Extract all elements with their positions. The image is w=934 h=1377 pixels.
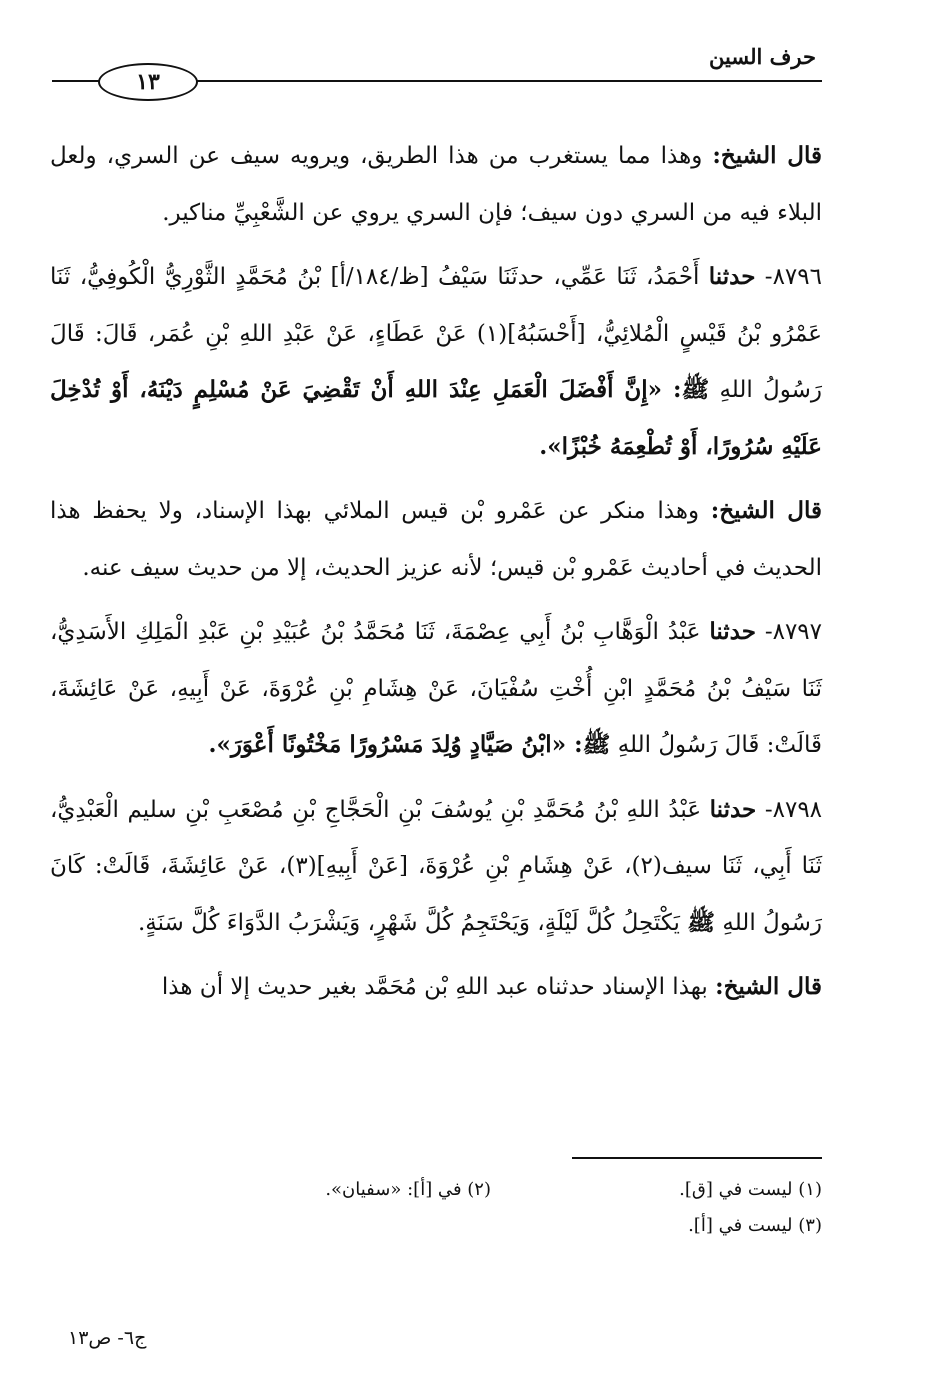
hadith-quote: : «إِنَّ أَفْضَلَ الْعَمَلِ عِنْدَ اللهِ أَنْ تَقْضِيَ عَنْ مُسْلِمٍ دَيْنَهُ، أَوْ تُدْخِلَ عَلَيْهِ سُرُورًا، أَوْ تُطْعِمَهُ خُبْزًا». bbox=[50, 376, 822, 460]
hadith-number: ٨٧٩٦- bbox=[764, 264, 822, 290]
hadith-8798 bbox=[50, 782, 822, 952]
hadith-chain: أَحْمَدُ، ثَنَا عَمِّي، حدثَنَا سَيْفُ [ظ/١٨٤/أ] بْنُ مُحَمَّدٍ الثَّوْرِيُّ الْكُوفِيُّ، ثَنَا عَمْرُو بْنُ قَيْسٍ الْمُلائِيُّ، [أَحْسَبُهُ](١) عَنْ عَطَاءٍ، عَنْ عَبْدِ اللهِ بْنِ عُمَر، قَالَ: قَالَ رَسُولُ اللهِ bbox=[50, 264, 822, 403]
volume-page-code: ج٦- ص١٣ bbox=[68, 1327, 147, 1349]
page-number: ١٣ bbox=[98, 63, 198, 101]
paragraph-lead: قال الشيخ: bbox=[712, 142, 822, 169]
footnotes bbox=[160, 1172, 822, 1244]
hadith-lead: حدثنا bbox=[709, 618, 756, 645]
paragraph-text: وهذا منكر عن عَمْرو بْن قيس الملائي بهذا الإسناد، ولا يحفظ هذا الحديث في أحاديث عَمْرو بْن قيس؛ لأنه عزيز الحديث، إلا من حديث سيف عنه. bbox=[50, 498, 822, 581]
paragraph-comment-3 bbox=[50, 959, 822, 1016]
salutation-glyph: ﷺ bbox=[687, 908, 716, 936]
hadith-8796 bbox=[50, 249, 822, 475]
footnote-1: (١) ليست في [ق]. bbox=[679, 1179, 822, 1200]
hadith-number: ٨٧٩٨- bbox=[764, 796, 823, 823]
footnote-rule bbox=[572, 1157, 822, 1159]
hadith-lead: حدثنا bbox=[708, 263, 756, 290]
hadith-quote: : «ابْنُ صَيَّادٍ وُلِدَ مَسْرُورًا مَخْتُونًا أَعْوَرَ». bbox=[208, 731, 583, 758]
paragraph-comment-2 bbox=[50, 483, 822, 596]
paragraph-text: وهذا مما يستغرب من هذا الطريق، ويرويه سيف عن السري، ولعل البلاء فيه من السري دون سيف؛ فإن السري يروي عن الشَّعْبِيِّ مناكير. bbox=[50, 143, 822, 226]
hadith-chain: عَبْدُ الْوَهَّابِ بْنُ أَبِي عِصْمَةَ، ثَنَا مُحَمَّدُ بْنُ عُبَيْدِ بْنِ عَبْدِ الْمَلِكِ الأَسَدِيُّ، ثَنَا سَيْفُ بْنُ مُحَمَّدٍ ابْنِ أُخْتِ سُفْيَانَ، عَنْ هِشَامِ بْنِ عُرْوَةَ، عَنْ أَبِيهِ، عَنْ عَائِشَةَ، قَالَتْ: قَالَ رَسُولُ اللهِ bbox=[50, 619, 822, 758]
salutation-glyph: ﷺ bbox=[681, 376, 710, 403]
paragraph-lead: قال الشيخ: bbox=[715, 973, 822, 1000]
footnote-2: (٢) في [أ]: «سفيان». bbox=[325, 1179, 491, 1200]
hadith-number: ٨٧٩٧- bbox=[764, 619, 823, 645]
salutation-glyph: ﷺ bbox=[582, 731, 611, 758]
paragraph-text: بهذا الإسناد حدثناه عبد اللهِ بْن مُحَمَّد بغير حديث إلا أن هذا bbox=[161, 974, 708, 1000]
hadith-8797 bbox=[50, 604, 822, 774]
footnote-3: (٣) ليست في [أ]. bbox=[688, 1215, 822, 1236]
hadith-lead: حدثنا bbox=[709, 795, 757, 823]
footnote-row bbox=[160, 1208, 822, 1244]
chapter-title: حرف السين bbox=[709, 44, 816, 69]
paragraph-lead: قال الشيخ: bbox=[710, 497, 823, 524]
paragraph-comment-1 bbox=[50, 128, 822, 241]
footnote-row bbox=[160, 1172, 822, 1208]
hadith-text: يَكْتَحِلُ كُلَّ لَيْلَةٍ، وَيَحْتَجِمُ كُلَّ شَهْرٍ، وَيَشْرَبُ الدَّوَاءَ كُلَّ سَنَةٍ. bbox=[137, 909, 680, 936]
hadith-chain: عَبْدُ اللهِ بْنُ مُحَمَّدِ بْنِ يُوسُفَ بْنِ الْحَجَّاجِ بْنِ مُصْعَبِ بْنِ سليم الْعَبْدِيُّ، ثَنَا أَبِي، ثَنَا سيف(٢)، عَنْ هِشَامِ بْنِ عُرْوَةَ، [عَنْ أَبِيهِ](٣)، عَنْ عَائِشَةَ، قَالَتْ: كَانَ رَسُولُ اللهِ bbox=[50, 796, 822, 936]
body-text bbox=[50, 128, 822, 1024]
